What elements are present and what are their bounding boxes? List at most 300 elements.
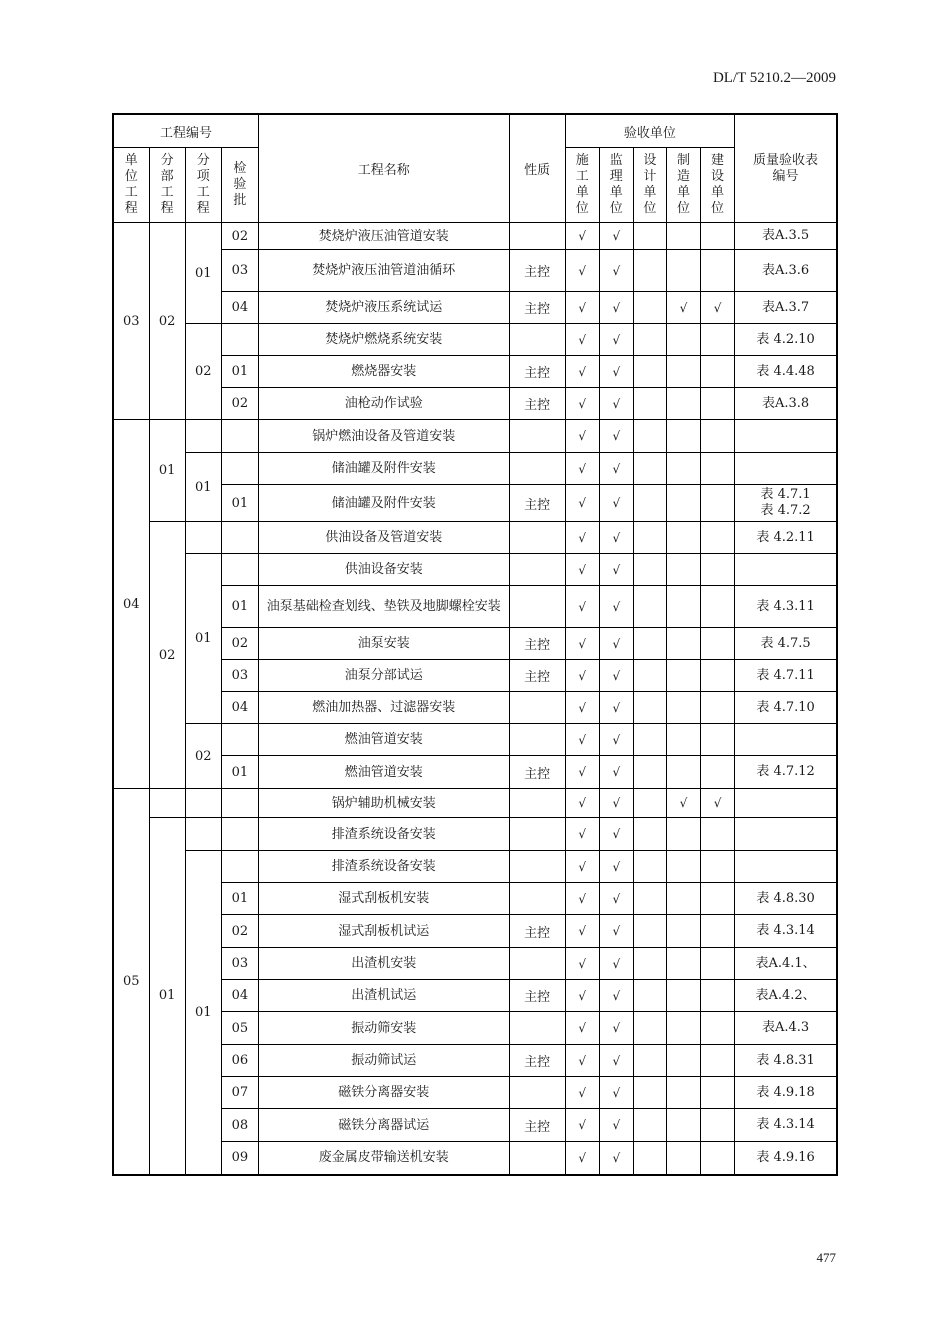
nature-cell bbox=[509, 586, 565, 628]
form-number-cell: 表 4.2.11 bbox=[735, 522, 837, 554]
check-cell-c3 bbox=[633, 660, 666, 692]
page-number: 477 bbox=[816, 1250, 836, 1265]
form-number-line: 表 4.7.1 bbox=[760, 487, 811, 502]
batch-cell bbox=[221, 324, 258, 356]
check-cell-c2: √ bbox=[599, 789, 633, 818]
project-name-cell: 出渣机试运 bbox=[258, 980, 509, 1012]
batch-cell bbox=[221, 453, 258, 485]
nature-cell bbox=[509, 883, 565, 915]
check-cell-c3 bbox=[633, 692, 666, 724]
check-cell-c2: √ bbox=[599, 420, 633, 453]
table-row bbox=[113, 586, 837, 628]
check-cell-c4 bbox=[666, 1045, 700, 1077]
check-cell-c1: √ bbox=[565, 1142, 599, 1175]
check-cell-c3 bbox=[633, 554, 666, 586]
project-name-cell: 储油罐及附件安装 bbox=[258, 485, 509, 522]
table-row bbox=[113, 789, 837, 818]
check-cell-c4 bbox=[666, 453, 700, 485]
check-cell-c2: √ bbox=[599, 324, 633, 356]
form-number-cell: 表A.4.1、 bbox=[735, 948, 837, 980]
batch-cell bbox=[221, 851, 258, 883]
nature-cell bbox=[509, 1142, 565, 1175]
check-cell-c1: √ bbox=[565, 915, 599, 948]
check-cell-c1: √ bbox=[565, 660, 599, 692]
batch-cell: 04 bbox=[221, 692, 258, 724]
unit-code-cell: 04 bbox=[113, 420, 149, 789]
form-number-cell bbox=[735, 420, 837, 453]
nature-cell: 主控 bbox=[509, 980, 565, 1012]
table-row bbox=[113, 223, 837, 250]
batch-cell bbox=[221, 420, 258, 453]
project-name-cell: 出渣机安装 bbox=[258, 948, 509, 980]
check-cell-c5 bbox=[701, 420, 735, 453]
nature-cell bbox=[509, 789, 565, 818]
table-row bbox=[113, 420, 837, 453]
form-number-cell: 表A.4.2、 bbox=[735, 980, 837, 1012]
batch-cell: 05 bbox=[221, 1012, 258, 1045]
check-cell-c4 bbox=[666, 586, 700, 628]
project-name-cell: 锅炉辅助机械安装 bbox=[258, 789, 509, 818]
project-name-cell: 供油设备安装 bbox=[258, 554, 509, 586]
item-code-cell bbox=[185, 420, 221, 453]
check-cell-c1: √ bbox=[565, 724, 599, 756]
check-cell-c3 bbox=[633, 485, 666, 522]
check-cell-c1: √ bbox=[565, 453, 599, 485]
check-cell-c2: √ bbox=[599, 388, 633, 420]
project-name-cell: 焚烧炉液压系统试运 bbox=[258, 292, 509, 324]
check-cell-c1: √ bbox=[565, 586, 599, 628]
project-name-cell: 湿式刮板机试运 bbox=[258, 915, 509, 948]
check-cell-c2: √ bbox=[599, 1045, 633, 1077]
check-cell-c3 bbox=[633, 789, 666, 818]
form-number-cell: 表 4.9.18 bbox=[735, 1077, 837, 1109]
check-cell-c4 bbox=[666, 915, 700, 948]
check-cell-c2: √ bbox=[599, 883, 633, 915]
check-cell-c3 bbox=[633, 1142, 666, 1175]
check-cell-c5 bbox=[701, 250, 735, 292]
check-cell-c2: √ bbox=[599, 223, 633, 250]
project-name-cell: 供油设备及管道安装 bbox=[258, 522, 509, 554]
check-cell-c2: √ bbox=[599, 485, 633, 522]
check-cell-c5 bbox=[701, 388, 735, 420]
check-cell-c3 bbox=[633, 292, 666, 324]
check-cell-c4 bbox=[666, 223, 700, 250]
batch-cell: 01 bbox=[221, 586, 258, 628]
check-cell-c2: √ bbox=[599, 1142, 633, 1175]
batch-cell: 01 bbox=[221, 485, 258, 522]
check-cell-c5 bbox=[701, 223, 735, 250]
table-row bbox=[113, 756, 837, 789]
batch-cell: 02 bbox=[221, 223, 258, 250]
table-row bbox=[113, 980, 837, 1012]
check-cell-c5 bbox=[701, 1109, 735, 1142]
form-number-cell: 表A.3.5 bbox=[735, 223, 837, 250]
nature-cell bbox=[509, 948, 565, 980]
check-cell-c5 bbox=[701, 453, 735, 485]
check-cell-c3 bbox=[633, 453, 666, 485]
batch-cell bbox=[221, 789, 258, 818]
batch-cell: 01 bbox=[221, 756, 258, 789]
check-cell-c4 bbox=[666, 948, 700, 980]
table-row bbox=[113, 724, 837, 756]
check-cell-c3 bbox=[633, 980, 666, 1012]
check-cell-c1: √ bbox=[565, 948, 599, 980]
nature-cell bbox=[509, 223, 565, 250]
project-name-cell: 焚烧炉液压油管道安装 bbox=[258, 223, 509, 250]
check-cell-c1: √ bbox=[565, 522, 599, 554]
check-cell-c5 bbox=[701, 851, 735, 883]
acceptance-table bbox=[112, 113, 838, 1176]
header-project-code: 工程编号 bbox=[113, 114, 258, 148]
table-row bbox=[113, 453, 837, 485]
check-cell-c4 bbox=[666, 756, 700, 789]
table-row bbox=[113, 851, 837, 883]
project-name-cell: 湿式刮板机安装 bbox=[258, 883, 509, 915]
check-cell-c4 bbox=[666, 1077, 700, 1109]
check-cell-c5 bbox=[701, 660, 735, 692]
check-cell-c3 bbox=[633, 586, 666, 628]
header-form-number: 质量验收表 编号 bbox=[735, 114, 837, 223]
nature-cell: 主控 bbox=[509, 250, 565, 292]
unit-code-cell: 03 bbox=[113, 223, 149, 420]
check-cell-c5 bbox=[701, 1012, 735, 1045]
check-cell-c4 bbox=[666, 388, 700, 420]
form-number-cell: 表 4.4.48 bbox=[735, 356, 837, 388]
form-number-cell: 表 4.3.11 bbox=[735, 586, 837, 628]
check-cell-c3 bbox=[633, 883, 666, 915]
check-cell-c1: √ bbox=[565, 980, 599, 1012]
sub-code-cell bbox=[149, 789, 185, 818]
check-cell-c5 bbox=[701, 1045, 735, 1077]
check-cell-c5 bbox=[701, 980, 735, 1012]
nature-cell: 主控 bbox=[509, 915, 565, 948]
header-item-project: 分 项 工 程 bbox=[185, 148, 221, 223]
check-cell-c2: √ bbox=[599, 292, 633, 324]
check-cell-c2: √ bbox=[599, 948, 633, 980]
batch-cell bbox=[221, 554, 258, 586]
form-number-cell: 表 4.3.14 bbox=[735, 1109, 837, 1142]
check-cell-c1: √ bbox=[565, 756, 599, 789]
check-cell-c3 bbox=[633, 223, 666, 250]
check-cell-c4 bbox=[666, 851, 700, 883]
form-number-cell: 表A.3.8 bbox=[735, 388, 837, 420]
batch-cell: 07 bbox=[221, 1077, 258, 1109]
nature-cell: 主控 bbox=[509, 356, 565, 388]
batch-cell: 02 bbox=[221, 915, 258, 948]
check-cell-c4 bbox=[666, 724, 700, 756]
header-project-name: 工程名称 bbox=[258, 114, 509, 223]
check-cell-c1: √ bbox=[565, 1012, 599, 1045]
sub-code-cell: 02 bbox=[149, 522, 185, 789]
project-name-cell: 振动筛安装 bbox=[258, 1012, 509, 1045]
sub-code-cell: 02 bbox=[149, 223, 185, 420]
nature-cell bbox=[509, 324, 565, 356]
nature-cell bbox=[509, 522, 565, 554]
nature-cell: 主控 bbox=[509, 292, 565, 324]
check-cell-c1: √ bbox=[565, 324, 599, 356]
item-code-cell: 01 bbox=[185, 223, 221, 324]
check-cell-c1: √ bbox=[565, 223, 599, 250]
check-cell-c1: √ bbox=[565, 628, 599, 660]
check-cell-c2: √ bbox=[599, 660, 633, 692]
check-cell-c1: √ bbox=[565, 1077, 599, 1109]
nature-cell bbox=[509, 453, 565, 485]
check-cell-c2: √ bbox=[599, 1012, 633, 1045]
batch-cell: 02 bbox=[221, 628, 258, 660]
form-number-cell bbox=[735, 818, 837, 851]
check-cell-c2: √ bbox=[599, 250, 633, 292]
table-row bbox=[113, 356, 837, 388]
check-cell-c3 bbox=[633, 818, 666, 851]
check-cell-c2: √ bbox=[599, 522, 633, 554]
check-cell-c3 bbox=[633, 915, 666, 948]
project-name-cell: 油枪动作试验 bbox=[258, 388, 509, 420]
check-cell-c1: √ bbox=[565, 485, 599, 522]
form-number-cell bbox=[735, 789, 837, 818]
header-sub-project: 分 部 工 程 bbox=[149, 148, 185, 223]
table-row bbox=[113, 883, 837, 915]
header-owner-unit: 建 设 单 位 bbox=[701, 148, 735, 223]
check-cell-c3 bbox=[633, 1077, 666, 1109]
form-number-cell bbox=[735, 724, 837, 756]
header-unit-project: 单 位 工 程 bbox=[113, 148, 149, 223]
table-row bbox=[113, 485, 837, 522]
project-name-cell: 燃油管道安装 bbox=[258, 756, 509, 789]
batch-cell: 04 bbox=[221, 980, 258, 1012]
nature-cell: 主控 bbox=[509, 660, 565, 692]
header-nature: 性质 bbox=[509, 114, 565, 223]
check-cell-c4 bbox=[666, 250, 700, 292]
check-cell-c1: √ bbox=[565, 356, 599, 388]
batch-cell: 01 bbox=[221, 883, 258, 915]
header-supervision-unit: 监 理 单 位 bbox=[599, 148, 633, 223]
check-cell-c4 bbox=[666, 883, 700, 915]
nature-cell bbox=[509, 554, 565, 586]
project-name-cell: 燃烧器安装 bbox=[258, 356, 509, 388]
batch-cell: 03 bbox=[221, 660, 258, 692]
form-number-cell bbox=[735, 554, 837, 586]
table-row bbox=[113, 1045, 837, 1077]
check-cell-c4 bbox=[666, 692, 700, 724]
nature-cell: 主控 bbox=[509, 388, 565, 420]
nature-cell: 主控 bbox=[509, 756, 565, 789]
check-cell-c1: √ bbox=[565, 554, 599, 586]
check-cell-c1: √ bbox=[565, 789, 599, 818]
check-cell-c1: √ bbox=[565, 883, 599, 915]
form-number-cell: 表 4.3.14 bbox=[735, 915, 837, 948]
table-row bbox=[113, 522, 837, 554]
project-name-cell: 油泵分部试运 bbox=[258, 660, 509, 692]
check-cell-c1: √ bbox=[565, 1109, 599, 1142]
table-row bbox=[113, 324, 837, 356]
check-cell-c4 bbox=[666, 420, 700, 453]
check-cell-c1: √ bbox=[565, 250, 599, 292]
table-row bbox=[113, 818, 837, 851]
check-cell-c5 bbox=[701, 356, 735, 388]
item-code-cell bbox=[185, 522, 221, 554]
check-cell-c5 bbox=[701, 1077, 735, 1109]
form-number-cell: 表A.3.7 bbox=[735, 292, 837, 324]
check-cell-c5 bbox=[701, 692, 735, 724]
check-cell-c5 bbox=[701, 948, 735, 980]
check-cell-c5 bbox=[701, 554, 735, 586]
check-cell-c5 bbox=[701, 586, 735, 628]
item-code-cell: 01 bbox=[185, 851, 221, 1175]
form-number-line: 表 4.7.2 bbox=[760, 503, 811, 518]
form-number-cell bbox=[735, 485, 837, 522]
header-inspection-batch: 检 验 批 bbox=[221, 148, 258, 223]
table-row bbox=[113, 915, 837, 948]
table-row bbox=[113, 628, 837, 660]
check-cell-c5 bbox=[701, 628, 735, 660]
check-cell-c3 bbox=[633, 356, 666, 388]
check-cell-c5 bbox=[701, 915, 735, 948]
project-name-cell: 焚烧炉燃烧系统安装 bbox=[258, 324, 509, 356]
project-name-cell: 燃油管道安装 bbox=[258, 724, 509, 756]
item-code-cell bbox=[185, 789, 221, 818]
check-cell-c4 bbox=[666, 356, 700, 388]
table-row bbox=[113, 948, 837, 980]
header-manufacturer-unit: 制 造 单 位 bbox=[666, 148, 700, 223]
project-name-cell: 振动筛试运 bbox=[258, 1045, 509, 1077]
check-cell-c1: √ bbox=[565, 292, 599, 324]
table-row bbox=[113, 388, 837, 420]
item-code-cell bbox=[185, 818, 221, 851]
batch-cell: 01 bbox=[221, 356, 258, 388]
nature-cell: 主控 bbox=[509, 1109, 565, 1142]
check-cell-c3 bbox=[633, 851, 666, 883]
check-cell-c1: √ bbox=[565, 818, 599, 851]
check-cell-c2: √ bbox=[599, 554, 633, 586]
check-cell-c3 bbox=[633, 250, 666, 292]
check-cell-c2: √ bbox=[599, 356, 633, 388]
check-cell-c4 bbox=[666, 1012, 700, 1045]
batch-cell: 02 bbox=[221, 388, 258, 420]
check-cell-c4 bbox=[666, 324, 700, 356]
check-cell-c5 bbox=[701, 485, 735, 522]
check-cell-c3 bbox=[633, 1109, 666, 1142]
check-cell-c5 bbox=[701, 818, 735, 851]
form-number-cell: 表A.4.3 bbox=[735, 1012, 837, 1045]
item-code-cell: 01 bbox=[185, 453, 221, 522]
nature-cell bbox=[509, 724, 565, 756]
check-cell-c4 bbox=[666, 1109, 700, 1142]
check-cell-c4: √ bbox=[666, 789, 700, 818]
table-row bbox=[113, 1142, 837, 1175]
item-code-cell: 02 bbox=[185, 724, 221, 789]
check-cell-c3 bbox=[633, 724, 666, 756]
batch-cell bbox=[221, 522, 258, 554]
sub-code-cell: 01 bbox=[149, 420, 185, 522]
check-cell-c2: √ bbox=[599, 628, 633, 660]
check-cell-c1: √ bbox=[565, 1045, 599, 1077]
table-row bbox=[113, 1077, 837, 1109]
nature-cell bbox=[509, 1012, 565, 1045]
unit-code-cell: 05 bbox=[113, 789, 149, 1175]
check-cell-c4 bbox=[666, 1142, 700, 1175]
check-cell-c2: √ bbox=[599, 724, 633, 756]
project-name-cell: 磁铁分离器试运 bbox=[258, 1109, 509, 1142]
item-code-cell: 02 bbox=[185, 324, 221, 420]
project-name-cell: 排渣系统设备安装 bbox=[258, 851, 509, 883]
check-cell-c5 bbox=[701, 756, 735, 789]
form-number-cell: 表 4.9.16 bbox=[735, 1142, 837, 1175]
project-name-cell: 储油罐及附件安装 bbox=[258, 453, 509, 485]
nature-cell bbox=[509, 1077, 565, 1109]
batch-cell: 09 bbox=[221, 1142, 258, 1175]
project-name-cell: 锅炉燃油设备及管道安装 bbox=[258, 420, 509, 453]
table-row bbox=[113, 292, 837, 324]
header-construction-unit: 施 工 单 位 bbox=[565, 148, 599, 223]
check-cell-c5: √ bbox=[701, 292, 735, 324]
check-cell-c5 bbox=[701, 724, 735, 756]
form-number-cell: 表 4.7.5 bbox=[735, 628, 837, 660]
check-cell-c3 bbox=[633, 522, 666, 554]
table-body bbox=[113, 223, 837, 1175]
project-name-cell: 油泵安装 bbox=[258, 628, 509, 660]
check-cell-c2: √ bbox=[599, 915, 633, 948]
header-row-1 bbox=[113, 114, 837, 148]
form-number-cell: 表 4.7.11 bbox=[735, 660, 837, 692]
check-cell-c4 bbox=[666, 660, 700, 692]
nature-cell bbox=[509, 851, 565, 883]
nature-cell bbox=[509, 692, 565, 724]
check-cell-c5 bbox=[701, 1142, 735, 1175]
form-number-cell: 表 4.8.30 bbox=[735, 883, 837, 915]
check-cell-c2: √ bbox=[599, 586, 633, 628]
check-cell-c3 bbox=[633, 756, 666, 789]
header-design-unit: 设 计 单 位 bbox=[633, 148, 666, 223]
project-name-cell: 油泵基础检查划线、垫铁及地脚螺栓安装 bbox=[258, 586, 509, 628]
batch-cell: 04 bbox=[221, 292, 258, 324]
check-cell-c3 bbox=[633, 1012, 666, 1045]
batch-cell: 03 bbox=[221, 250, 258, 292]
nature-cell bbox=[509, 420, 565, 453]
table-row bbox=[113, 660, 837, 692]
batch-cell: 03 bbox=[221, 948, 258, 980]
form-number-cell bbox=[735, 453, 837, 485]
project-name-cell: 废金属皮带输送机安装 bbox=[258, 1142, 509, 1175]
batch-cell: 06 bbox=[221, 1045, 258, 1077]
check-cell-c1: √ bbox=[565, 851, 599, 883]
nature-cell: 主控 bbox=[509, 628, 565, 660]
nature-cell: 主控 bbox=[509, 485, 565, 522]
nature-cell bbox=[509, 818, 565, 851]
check-cell-c3 bbox=[633, 1045, 666, 1077]
check-cell-c4 bbox=[666, 818, 700, 851]
project-name-cell: 磁铁分离器安装 bbox=[258, 1077, 509, 1109]
check-cell-c5 bbox=[701, 522, 735, 554]
project-name-cell: 排渣系统设备安装 bbox=[258, 818, 509, 851]
batch-cell bbox=[221, 724, 258, 756]
form-number-cell: 表A.3.6 bbox=[735, 250, 837, 292]
check-cell-c2: √ bbox=[599, 818, 633, 851]
table-row bbox=[113, 554, 837, 586]
check-cell-c4 bbox=[666, 554, 700, 586]
table-row bbox=[113, 692, 837, 724]
check-cell-c4 bbox=[666, 522, 700, 554]
check-cell-c3 bbox=[633, 948, 666, 980]
table-row bbox=[113, 1109, 837, 1142]
project-name-cell: 燃油加热器、过滤器安装 bbox=[258, 692, 509, 724]
check-cell-c5 bbox=[701, 324, 735, 356]
form-number-cell bbox=[735, 851, 837, 883]
check-cell-c2: √ bbox=[599, 692, 633, 724]
check-cell-c5: √ bbox=[701, 789, 735, 818]
check-cell-c2: √ bbox=[599, 1077, 633, 1109]
nature-cell: 主控 bbox=[509, 1045, 565, 1077]
form-number-cell: 表 4.7.10 bbox=[735, 692, 837, 724]
